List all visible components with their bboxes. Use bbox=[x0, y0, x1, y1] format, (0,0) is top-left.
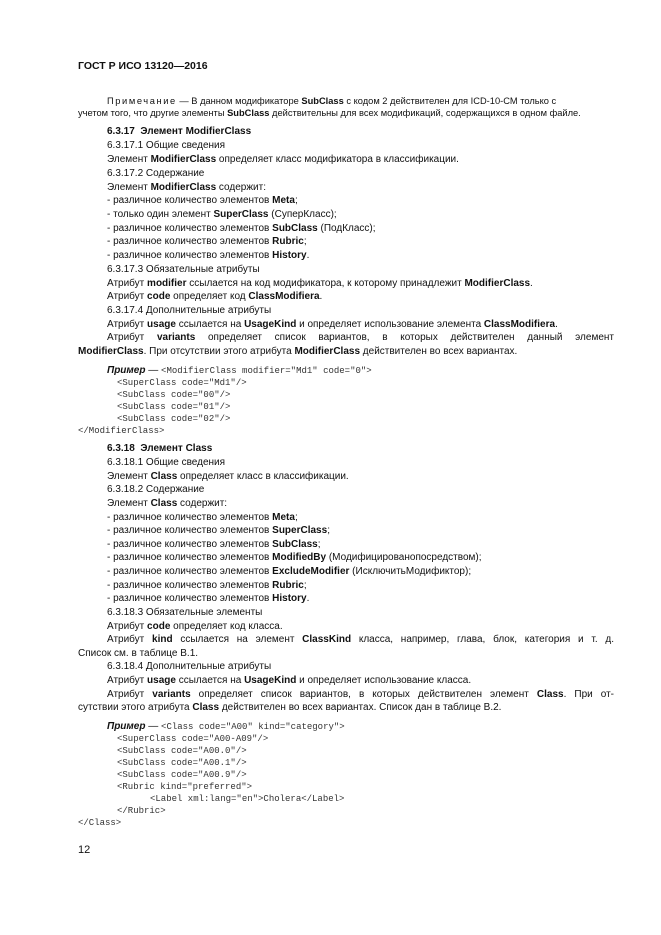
paragraph: Атрибут kind ссылается на элемент ClassKind класса, например, глава, блок, категория и т. д. bbox=[107, 634, 614, 645]
list-item: - различное количество элементов SubClass; bbox=[107, 539, 321, 550]
paragraph: Список см. в таблице В.1. bbox=[78, 648, 199, 659]
paragraph: Атрибут variants определяет список вариантов, в которых действителен данный элемент bbox=[107, 332, 614, 343]
paragraph: Атрибут usage ссылается на UsageKind и определяет использование класса. bbox=[107, 675, 472, 686]
example-label: Пример bbox=[107, 721, 146, 732]
paragraph: Элемент ModifierClass определяет класс модификатора в классификации. bbox=[107, 154, 459, 165]
code-line: <Rubric kind="preferred"> bbox=[117, 782, 253, 792]
subsection-heading: 6.3.18.4 Дополнительные атрибуты bbox=[107, 661, 272, 672]
note-line-1: Примечание — В данном модификаторе SubClass с кодом 2 действителен для ICD-10-CM только с bbox=[107, 96, 557, 106]
code-line: </Rubric> bbox=[117, 806, 166, 816]
subsection-heading: 6.3.17.4 Дополнительные атрибуты bbox=[107, 305, 272, 316]
code-line: <SubClass code="A00.0"/> bbox=[117, 746, 247, 756]
note-label: Примечание bbox=[107, 96, 177, 106]
document-header: ГОСТ Р ИСО 13120—2016 bbox=[78, 60, 208, 72]
code-line: <SubClass code="01"/> bbox=[117, 402, 231, 412]
subsection-heading: 6.3.18.2 Содержание bbox=[107, 484, 205, 495]
code-line: </ModifierClass> bbox=[78, 426, 165, 436]
paragraph: Элемент Class содержит: bbox=[107, 498, 228, 509]
list-item: - различное количество элементов History. bbox=[107, 593, 310, 604]
list-item: - только один элемент SuperClass (СуперКласс); bbox=[107, 209, 337, 220]
page-number: 12 bbox=[78, 844, 91, 856]
code-line: </Class> bbox=[78, 818, 122, 828]
code-line: Пример — <Class code="A00" kind="category"> bbox=[107, 721, 345, 732]
list-item: - различное количество элементов Meta; bbox=[107, 512, 298, 523]
list-item: - различное количество элементов Rubric; bbox=[107, 236, 307, 247]
paragraph: Атрибут usage ссылается на UsageKind и определяет использование элемента ClassModifiera. bbox=[107, 319, 558, 330]
code-line: <SubClass code="02"/> bbox=[117, 414, 231, 424]
code-line: <SubClass code="A00.9"/> bbox=[117, 770, 247, 780]
list-item: - различное количество элементов SuperClass; bbox=[107, 525, 330, 536]
code-line: <Label xml:lang="en">Cholera</Label> bbox=[150, 794, 345, 804]
section-6-3-17-title: 6.3.17 Элемент ModifierClass bbox=[107, 126, 252, 137]
code-line: <SubClass code="00"/> bbox=[117, 390, 231, 400]
paragraph: Атрибут modifier ссылается на код модификатора, к которому принадлежит ModifierClass. bbox=[107, 278, 533, 289]
subsection-heading: 6.3.17.2 Содержание bbox=[107, 168, 205, 179]
list-item: - различное количество элементов Meta; bbox=[107, 195, 298, 206]
subsection-heading: 6.3.18.3 Обязательные элементы bbox=[107, 607, 263, 618]
paragraph: Атрибут variants определяет список вариантов, в которых действителен элемент Class. При от- bbox=[107, 689, 615, 700]
list-item: - различное количество элементов ExcludeModifier (ИсключитьМодификтор); bbox=[107, 566, 472, 577]
paragraph: Элемент Class определяет класс в классификации. bbox=[107, 471, 349, 482]
list-item: - различное количество элементов History. bbox=[107, 250, 310, 261]
list-item: - различное количество элементов Rubric; bbox=[107, 580, 307, 591]
paragraph: сутствии этого атрибута Class действителен во всех вариантах. Список дан в таблице В.2. bbox=[78, 702, 502, 713]
paragraph: Атрибут code определяет код класса. bbox=[107, 621, 283, 632]
code-line: Пример — <ModifierClass modifier="Md1" code="0"> bbox=[107, 365, 372, 376]
subsection-heading: 6.3.17.1 Общие сведения bbox=[107, 140, 226, 151]
code-line: <SuperClass code="A00-A09"/> bbox=[117, 734, 269, 744]
example-label: Пример bbox=[107, 365, 146, 376]
list-item: - различное количество элементов ModifiedBy (Модифицированопосредством); bbox=[107, 552, 482, 563]
section-6-3-18-title: 6.3.18 Элемент Class bbox=[107, 443, 213, 454]
paragraph: ModifierClass. При отсутствии этого атрибута ModifierClass действителен во всех вариантах. bbox=[78, 346, 518, 357]
subsection-heading: 6.3.17.3 Обязательные атрибуты bbox=[107, 264, 260, 275]
subsection-heading: 6.3.18.1 Общие сведения bbox=[107, 457, 226, 468]
list-item: - различное количество элементов SubClass (ПодКласс); bbox=[107, 223, 376, 234]
code-line: <SuperClass code="Md1"/> bbox=[117, 378, 247, 388]
paragraph: Атрибут code определяет код ClassModifiera. bbox=[107, 291, 323, 302]
note-line-2: учетом того, что другие элементы SubClass действительны для всех модификаций, содержащихся в одном файле. bbox=[78, 108, 581, 118]
paragraph: Элемент ModifierClass содержит: bbox=[107, 182, 266, 193]
code-line: <SubClass code="A00.1"/> bbox=[117, 758, 247, 768]
